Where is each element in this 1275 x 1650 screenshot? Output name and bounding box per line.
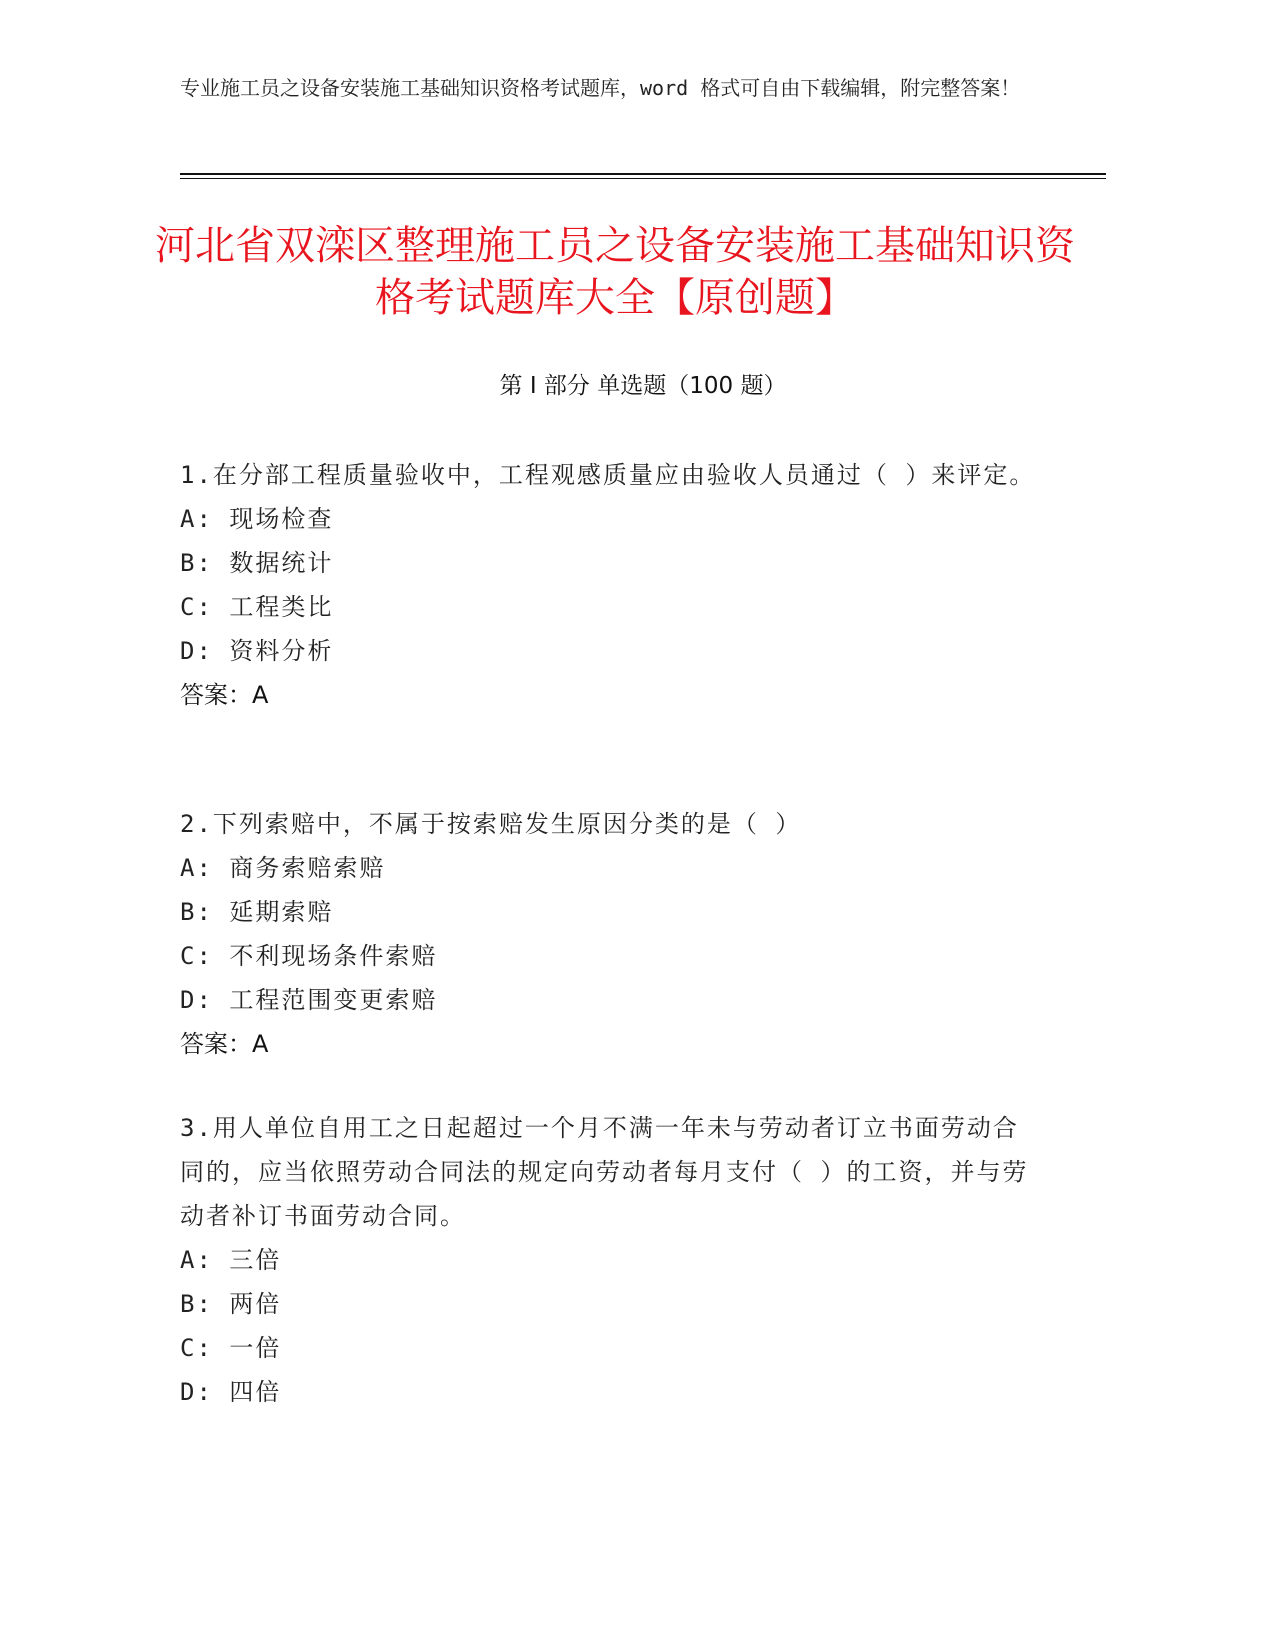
option-d: D: 四倍	[180, 1378, 282, 1406]
question-1	[180, 453, 1040, 717]
answer: 答案：A	[180, 1030, 269, 1058]
option-a: A: 现场检查	[180, 505, 334, 533]
document-title: 河北省双滦区整理施工员之设备安装施工基础知识资格考试题库大全【原创题】	[155, 223, 1075, 321]
question-stem: 2.下列索赔中，不属于按索赔发生原因分类的是（ ）	[180, 810, 802, 838]
header-divider-thin	[180, 178, 1106, 179]
option-a: A: 商务索赔索赔	[180, 854, 386, 882]
question-stem: 3.用人单位自用工之日起超过一个月不满一年未与劳动者订立书面劳动合同的，应当依照劳动合同法的规定向劳动者每月支付（ ）的工资，并与劳动者补订书面劳动合同。	[180, 1114, 1029, 1230]
section-heading: 第 I 部分 单选题（100 题）	[499, 373, 787, 399]
header-note: 专业施工员之设备安装施工基础知识资格考试题库，word 格式可自由下载编辑，附完整答案！	[180, 76, 1021, 100]
option-a: A: 三倍	[180, 1246, 282, 1274]
option-b: B: 两倍	[180, 1290, 282, 1318]
option-c: C: 一倍	[180, 1334, 282, 1362]
question-2	[180, 802, 1040, 1066]
answer: 答案：A	[180, 681, 269, 709]
question-3	[180, 1106, 1040, 1414]
option-d: D: 资料分析	[180, 637, 334, 665]
option-c: C: 工程类比	[180, 593, 334, 621]
option-b: B: 数据统计	[180, 549, 334, 577]
option-b: B: 延期索赔	[180, 898, 334, 926]
header-divider	[180, 173, 1106, 175]
option-c: C: 不利现场条件索赔	[180, 942, 438, 970]
question-stem: 1.在分部工程质量验收中，工程观感质量应由验收人员通过（ ）来评定。	[180, 461, 1036, 489]
option-d: D: 工程范围变更索赔	[180, 986, 438, 1014]
